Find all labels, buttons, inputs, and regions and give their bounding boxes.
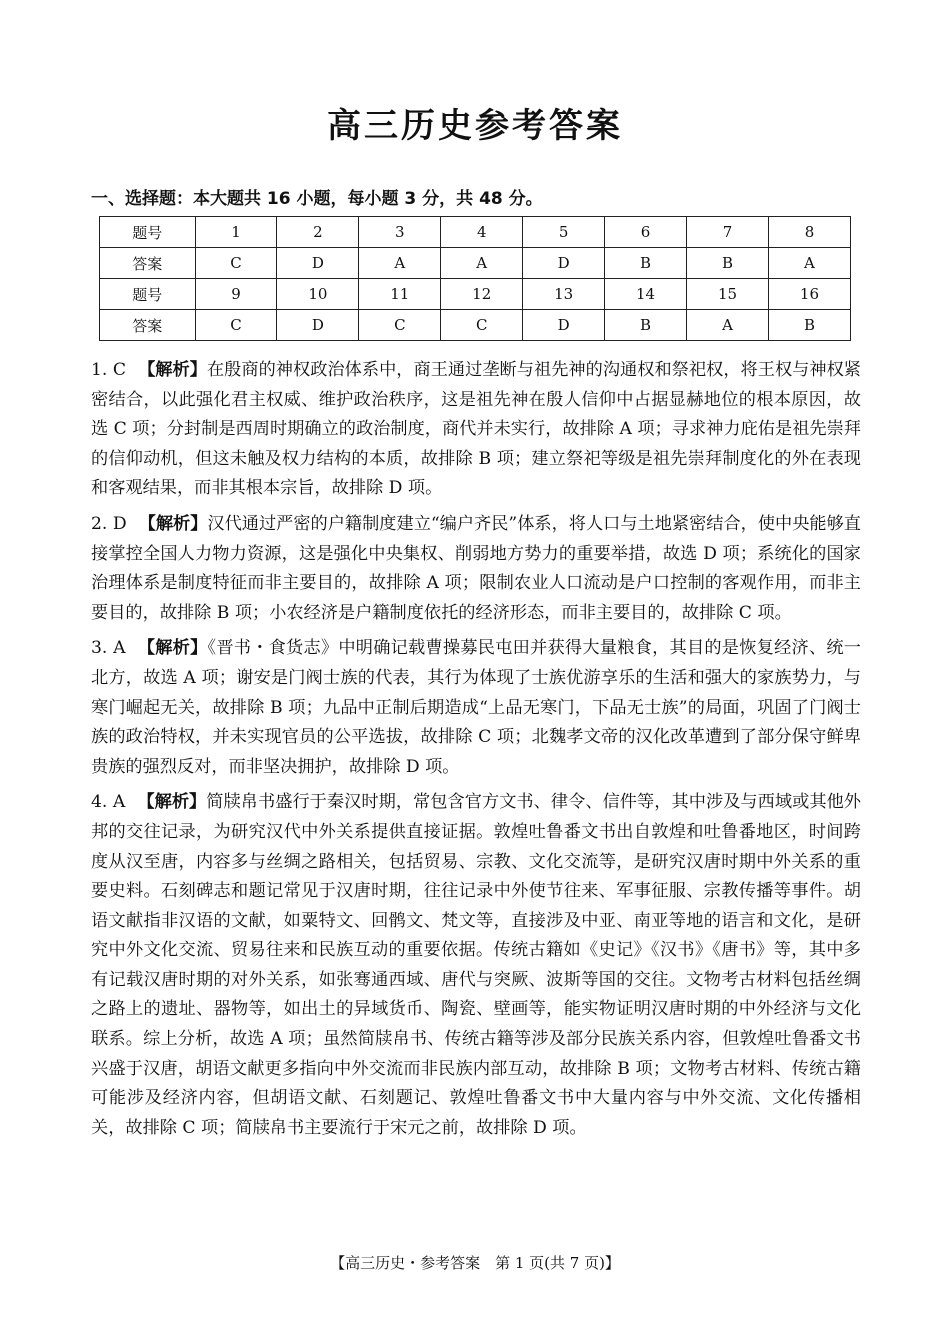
item-number: 2. D bbox=[91, 513, 127, 534]
table-row-header: 答案 bbox=[100, 310, 196, 341]
table-cell: B bbox=[605, 248, 687, 279]
table-cell: A bbox=[687, 310, 769, 341]
table-row-header: 答案 bbox=[100, 248, 196, 279]
item-number: 3. A bbox=[91, 638, 126, 659]
table-cell: 11 bbox=[359, 279, 441, 310]
explanations bbox=[91, 356, 861, 1149]
table-cell: C bbox=[441, 310, 523, 341]
item-text: 汉代通过严密的户籍制度建立“编户齐民”体系，将人口与土地紧密结合，使中央能够直接掌控全国人力物力资源，这是强化中央集权、削弱地方势力的重要举措，故选 D 项；系统化的国家治理体系是制度特征而非主要目的，故排除 A 项；限制农业人口流动是户口控制的客观作用，而非主要目的，故排除 B 项；小农经济是户籍制度依托的经济形态，而非主要目的，故排除 C 项。 bbox=[91, 513, 861, 623]
item-text: 《晋书・食货志》中明确记载曹操募民屯田并获得大量粮食，其目的是恢复经济、统一北方，故选 A 项；谢安是门阀士族的代表，其行为体现了士族优游享乐的生活和强大的家族势力，与寒门崛起无关，故排除 B 项；九品中正制后期造成“上品无寒门，下品无士族”的局面，巩固了门阀士族的政治特权，并未实现官员的公平选拔，故排除 C 项；北魏孝文帝的汉化改革遭到了部分保守鲜卑贵族的强烈反对，而非坚决拥护，故排除 D 项。 bbox=[91, 638, 861, 777]
table-cell: C bbox=[195, 310, 277, 341]
table-cell: B bbox=[687, 248, 769, 279]
analysis-tag: 【解析】 bbox=[137, 638, 208, 659]
item-number: 1. C bbox=[91, 360, 127, 380]
table-cell: B bbox=[605, 310, 687, 341]
explanation-item bbox=[91, 788, 861, 1143]
table-cell: C bbox=[195, 248, 277, 279]
table-cell: A bbox=[768, 248, 850, 279]
table-row-header: 题号 bbox=[100, 217, 196, 248]
table-cell: C bbox=[359, 310, 441, 341]
table-cell: A bbox=[359, 248, 441, 279]
table-cell: 1 bbox=[195, 217, 277, 248]
section-heading: 一、选择题：本大题共 16 小题，每小题 3 分，共 48 分。 bbox=[91, 189, 543, 209]
item-number: 4. A bbox=[91, 792, 126, 813]
table-cell: D bbox=[277, 248, 359, 279]
item-text: 在殷商的神权政治体系中，商王通过垄断与祖先神的沟通权和祭祀权，将王权与神权紧密结合，以此强化君主权威、维护政治秩序，这是祖先神在殷人信仰中占据显赫地位的根本原因，故选 C 项；分封制是西周时期确立的政治制度，商代并未实行，故排除 A 项；寻求神力庇佑是祖先崇拜的信仰动机，但这未触及权力结构的本质，故排除 B 项；建立祭祀等级是祖先崇拜制度化的外在表现和客观结果，而非其根本宗旨，故排除 D 项。 bbox=[91, 360, 861, 499]
table-row-header: 题号 bbox=[100, 279, 196, 310]
page-footer: 【高三历史・参考答案 第 1 页(共 7 页)】 bbox=[330, 1254, 620, 1272]
table-row bbox=[100, 310, 851, 341]
table-cell: 16 bbox=[768, 279, 850, 310]
table-cell: 13 bbox=[523, 279, 605, 310]
analysis-tag: 【解析】 bbox=[137, 792, 207, 813]
table-cell: 9 bbox=[195, 279, 277, 310]
table-row bbox=[100, 248, 851, 279]
table-cell: 3 bbox=[359, 217, 441, 248]
explanation-item bbox=[91, 510, 861, 628]
explanation-item bbox=[91, 634, 861, 782]
answer-table bbox=[99, 216, 851, 341]
table-cell: 5 bbox=[523, 217, 605, 248]
explanation-item bbox=[91, 356, 861, 504]
table-cell: 2 bbox=[277, 217, 359, 248]
table-cell: 10 bbox=[277, 279, 359, 310]
item-text: 简牍帛书盛行于秦汉时期，常包含官方文书、律令、信件等，其中涉及与西域或其他外邦的交往记录，为研究汉代中外关系提供直接证据。敦煌吐鲁番文书出自敦煌和吐鲁番地区，时间跨度从汉至唐，内容多与丝绸之路相关，包括贸易、宗教、文化交流等，是研究汉唐时期中外关系的重要史料。石刻碑志和题记常见于汉唐时期，往往记录中外使节往来、军事征服、宗教传播等事件。胡语文献指非汉语的文献，如粟特文、回鹘文、梵文等，直接涉及中亚、南亚等地的语言和文化，是研究中外文化交流、贸易往来和民族互动的重要依据。传统古籍如《史记》《汉书》《唐书》等，其中多有记载汉唐时期的对外关系，如张骞通西域、唐代与突厥、波斯等国的交往。文物考古材料包括丝绸之路上的遗址、器物等，如出土的异域货币、陶瓷、壁画等，能实物证明汉唐时期的中外经济与文化联系。综上分析，故选 A 项；虽然简牍帛书、传统古籍等涉及部分民族关系内容，但敦煌吐鲁番文书兴盛于汉唐，胡语文献更多指向中外交流而非民族内部互动，故排除 B 项；文物考古材料、传统古籍可能涉及经济内容，但胡语文献、石刻题记、敦煌吐鲁番文书中大量内容与中外交流、文化传播相关，故排除 C 项；简牍帛书主要流行于宋元之前，故排除 D 项。 bbox=[91, 792, 861, 1138]
table-cell: A bbox=[441, 248, 523, 279]
table-cell: 14 bbox=[605, 279, 687, 310]
table-row bbox=[100, 279, 851, 310]
table-cell: 7 bbox=[687, 217, 769, 248]
table-cell: 12 bbox=[441, 279, 523, 310]
table-cell: 6 bbox=[605, 217, 687, 248]
table-cell: D bbox=[523, 248, 605, 279]
table-cell: 15 bbox=[687, 279, 769, 310]
table-cell: D bbox=[277, 310, 359, 341]
analysis-tag: 【解析】 bbox=[138, 513, 208, 534]
table-cell: 8 bbox=[768, 217, 850, 248]
table-cell: 4 bbox=[441, 217, 523, 248]
table-cell: B bbox=[768, 310, 850, 341]
table-row bbox=[100, 217, 851, 248]
page-title: 高三历史参考答案 bbox=[327, 106, 623, 146]
table-cell: D bbox=[523, 310, 605, 341]
analysis-tag: 【解析】 bbox=[138, 360, 207, 380]
